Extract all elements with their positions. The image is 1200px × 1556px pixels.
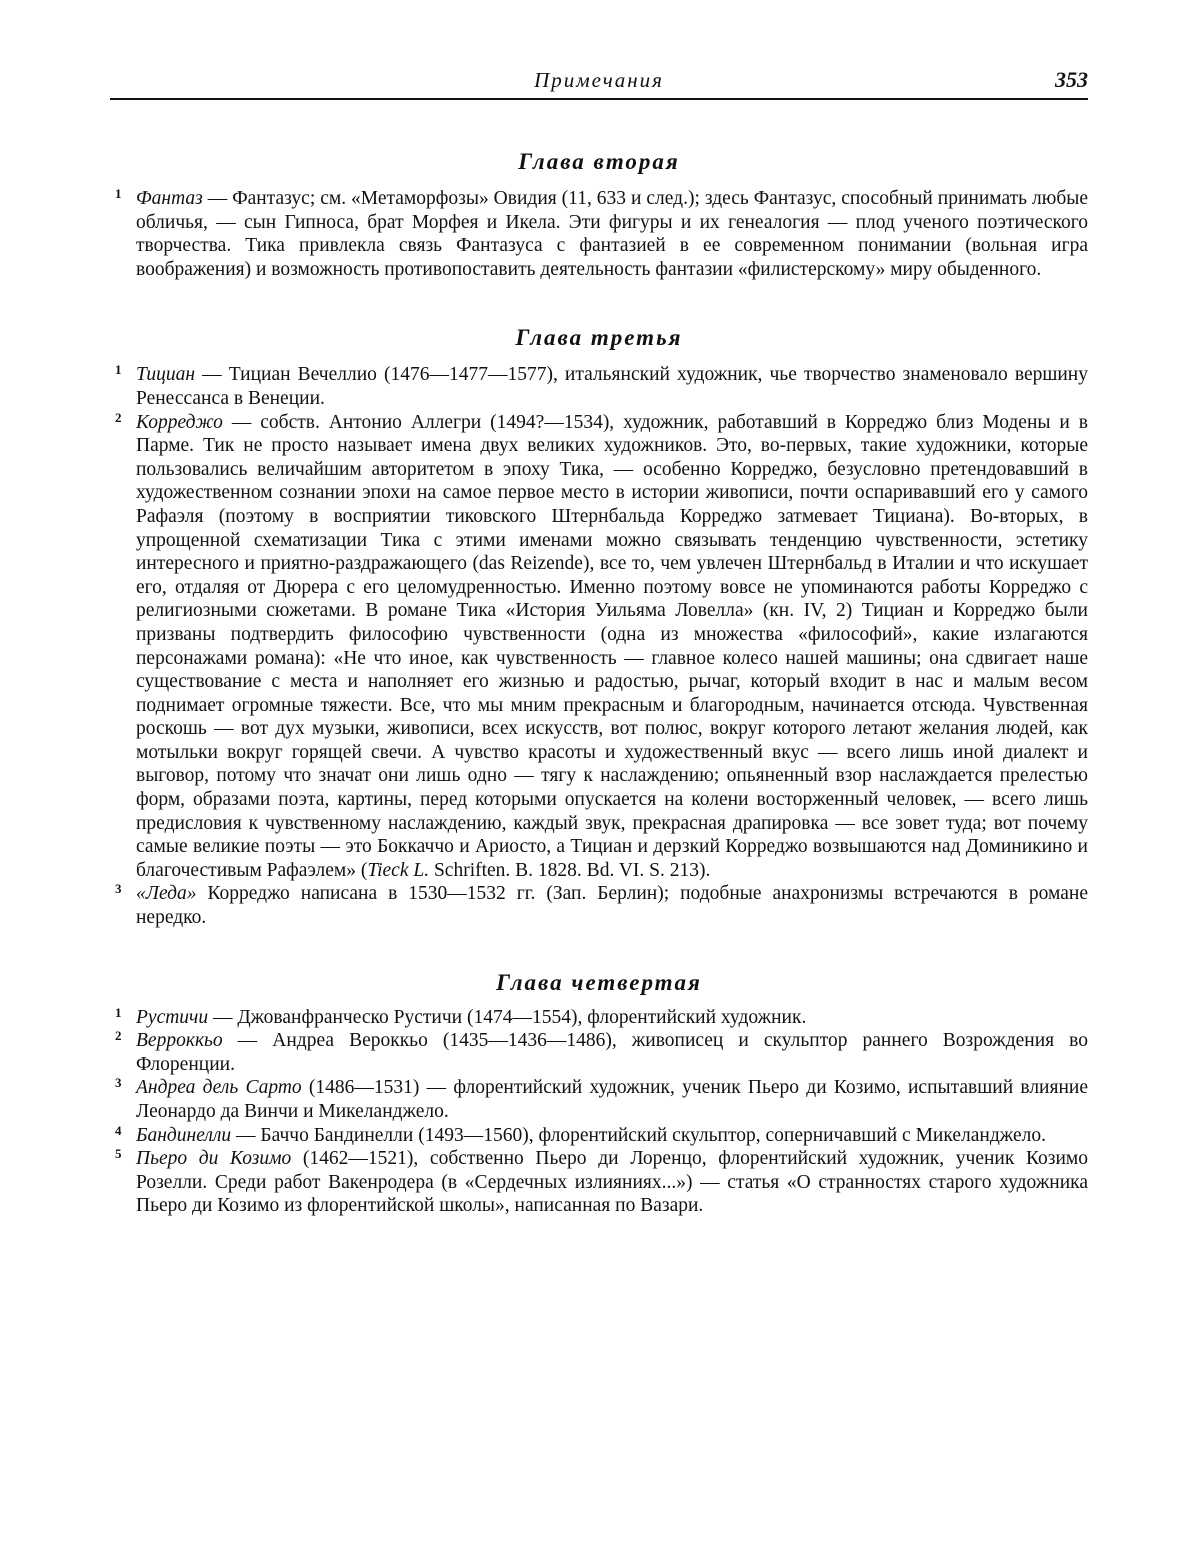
footnote: [110, 187, 1088, 281]
chapter-section: [110, 145, 1088, 281]
footnote-text: — Джованфранческо Рустичи (1474—1554), флорентийский художник.: [208, 1006, 807, 1028]
footnote-term: Фантаз: [136, 188, 203, 209]
footnote-text: (1462—1521), собственно Пьеро ди Лоренцо, флорентийский художник, ученик Козимо Розелли. Среди работ Вакенродера (в «Сердечных излияниях...») — статья «О странностях старого художника Пьеро ди Козимо из флорентийской школы», написанная по Вазари.: [136, 1148, 1088, 1217]
footnote-term: Бандинелли: [136, 1124, 232, 1146]
footnote: [110, 1006, 1088, 1030]
footnote-text: — Баччо Бандинелли (1493—1560), флорентийский скульптор, соперничавший с Микеланджело.: [231, 1124, 1046, 1146]
footnote-term: Корреджо: [136, 411, 223, 433]
chapter-heading: Глава третья: [515, 325, 683, 351]
chapter-section: [110, 321, 1088, 929]
footnote-term: Андреа дель Сарто: [136, 1077, 302, 1099]
footnote-number: 5: [115, 1146, 122, 1162]
footnote-term: Пьеро ди Козимо: [136, 1148, 292, 1170]
footnote-term: Рустичи: [136, 1006, 209, 1028]
footnote-term: Тициан: [136, 364, 196, 386]
running-title: Примечания: [534, 68, 664, 92]
footnote-number: 1: [115, 1004, 122, 1020]
footnote-text: — собств. Антонио Аллегри (1494?—1534), художник, работавший в Корреджо близ Модены и в Парме. Тик не просто называет имена двух великих художников. Это, во-первых, такие художники, которые пользовались величайшим авторитетом в эпоху Тика, — особенно Корреджо, безусловно претендовавший в художественном сознании эпохи на самое первое место в истории живописи, почти оспаривавший его у самого Рафаэля (поэтому в восприятии тиковского Штернбальда Корреджо затмевает Тициана). Во-вторых, в упрощенной схематизации Тика с этими именами можно связывать тенденцию чувственности, эстетику интересного и приятно-раздражающего (das Reizende), все то, чем увлечен Штернбальд в Италии и что искушает его, отдаляя от Дюрера с его целомудренностью. Именно поэтому вовсе не упоминаются работы Корреджо с религиозными сюжетами. В романе Тика «История Уильяма Ловелла» (кн. IV, 2) Тициан и Корреджо были призваны подтвердить философию чувственности (одна из множества «философий», какие излагаются персонажами романа): «Не что иное, как чувственность — главное колесо нашей машины; она сдвигает наше существование с места и наполняет его жизнью и радостью, рычаг, который входит в нас и малым весом поднимает огромные тяжести. Все, что мы мним прекрасным и благородным, начинается отсюда. Чувственная роскошь — вот дух музыки, живописи, всех искусств, вот полюс, вокруг которого летают желания людей, как мотыльки вокруг горящей свечи. А чувство красоты и художественный вкус — всего лишь иной диалект и выговор, потому что значат они лишь одно — тягу к наслаждению; опьяненный взор наслаждается прелестью форм, образами поэта, картины, перед которыми опускается на колени восторженный человек, — всего лишь предисловия к чувственному наслаждению, каждый звук, прекрасная драпировка — все зовет туда; вот почему самые великие поэты — это Боккаччо и Ариосто, а Тициан и дерзкий Корреджо возвышаются над Доминикино и благочестивым Рафаэлем» (: [136, 411, 1088, 881]
page: [110, 62, 1088, 1218]
page-number: 353: [1055, 67, 1088, 92]
footnote-text: (1486—1531) — флорентийский художник, ученик Пьеро ди Козимо, испытавший влияние Леонардо да Винчи и Микеланджело.: [136, 1077, 1088, 1122]
footnote: [110, 1029, 1088, 1076]
footnote-term: Верроккьо: [136, 1030, 223, 1052]
footnote: [110, 1147, 1088, 1218]
footnote-citation-author: Tieck L.: [367, 859, 430, 881]
footnote-number: 3: [115, 881, 122, 897]
footnote: [110, 363, 1088, 410]
footnote-number: 1: [115, 186, 122, 201]
footnote-text: — Тициан Вечеллио (1476—1477—1577), итальянский художник, чье творчество знаменовало вершину Ренессанса в Венеции.: [136, 364, 1088, 409]
chapter-heading: Глава вторая: [518, 149, 680, 174]
footnote-citation-text: Schriften. B. 1828. Bd. VI. S. 213).: [429, 859, 711, 881]
footnote-number: 2: [115, 409, 122, 425]
footnote-number: 2: [115, 1028, 122, 1044]
footnote-text: — Андреа Вероккьо (1435—1436—1486), живописец и скульптор раннего Возрождения во Флоренции.: [136, 1030, 1088, 1075]
footnote: [110, 1124, 1088, 1148]
chapter-section: [110, 966, 1088, 1218]
footnote: [110, 882, 1088, 929]
footnote: [110, 411, 1088, 883]
running-head: [110, 62, 1088, 100]
footnote-text: — Фантазус; см. «Метаморфозы» Овидия (11, 633 и след.); здесь Фантазус, способный принимать любые обличья, — сын Гипноса, брат Морфея и Икела. Эти фигуры и их генеалогия — плод ученого поэтического творчества. Тика привлекла связь Фантазуса с фантазией в ее современном понимании (вольная игра воображения) и возможность противопоставить деятельность фантазии «филистерскому» миру обыденного.: [136, 188, 1088, 280]
chapter-heading: Глава четвертая: [496, 969, 702, 995]
footnote-number: 4: [115, 1122, 122, 1138]
footnote-number: 3: [115, 1075, 122, 1091]
footnote: [110, 1076, 1088, 1123]
footnote-text: Корреджо написана в 1530—1532 гг. (Зап. Берлин); подобные анахронизмы встречаются в романе нередко.: [136, 883, 1088, 929]
footnote-term: «Леда»: [136, 883, 197, 905]
footnote-number: 1: [115, 362, 122, 378]
